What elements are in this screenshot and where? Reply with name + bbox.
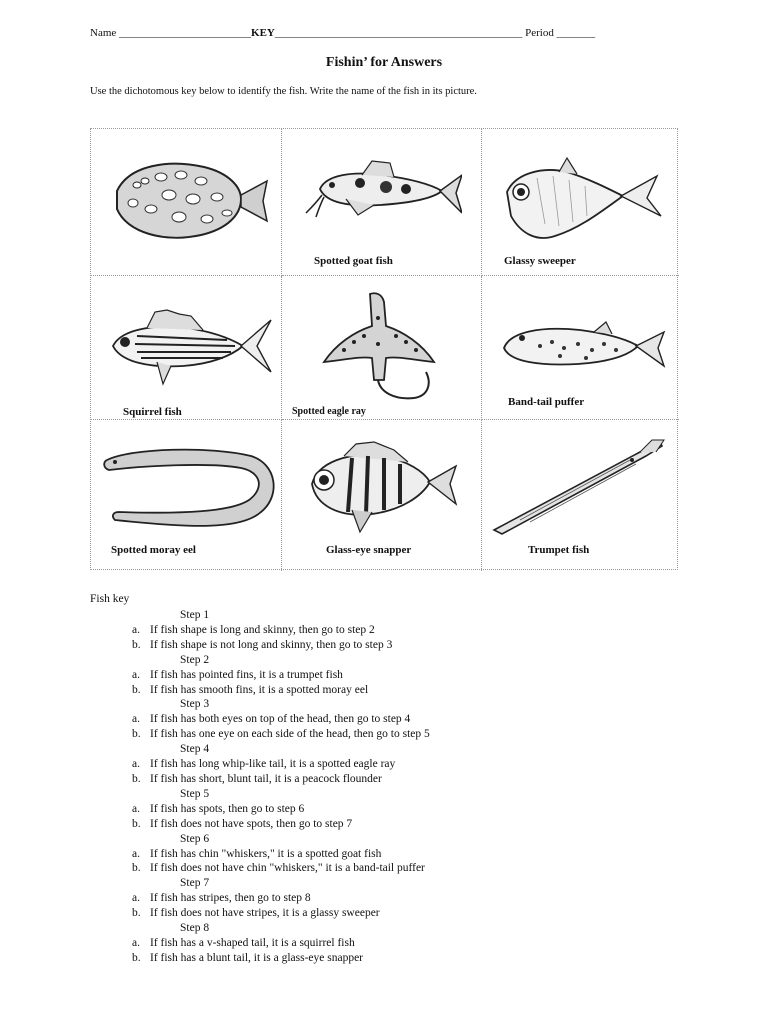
period-blank[interactable]: _______ [556, 27, 596, 39]
worksheet-header [90, 27, 610, 39]
step-title: Step 8 [180, 922, 210, 935]
key-step [132, 697, 430, 742]
option-letter: a. [132, 847, 140, 860]
cell-spotted-eagle-ray [282, 276, 482, 420]
name-blank-right[interactable]: _____________________________________________ [274, 27, 523, 39]
option-letter: a. [132, 713, 140, 726]
option-letter: b. [132, 728, 141, 741]
key-step [132, 921, 430, 966]
fish-key-heading: Fish key [90, 593, 130, 605]
cell-spotted-goat-fish [282, 129, 482, 276]
option-text: If fish does not have stripes, it is a glassy sweeper [150, 907, 380, 920]
option-letter: b. [132, 862, 141, 875]
option-text: If fish has spots, then go to step 6 [150, 802, 305, 815]
glassy-sweeper-illustration [497, 154, 667, 244]
eagle-ray-illustration [304, 288, 464, 408]
name-blank-left[interactable]: ________________________ [119, 27, 252, 39]
step-title: Step 2 [180, 653, 210, 666]
flounder-illustration [109, 151, 269, 251]
label-glass-eye-snapper: Glass-eye snapper [326, 544, 412, 556]
key-step [132, 653, 430, 698]
key-option [132, 817, 430, 832]
option-letter: a. [132, 892, 140, 905]
key-step [132, 787, 430, 832]
key-option [132, 891, 430, 906]
key-step [132, 832, 430, 877]
key-option [132, 906, 430, 921]
cell-trumpet-fish [482, 420, 679, 571]
option-text: If fish shape is long and skinny, then go to step 2 [150, 623, 375, 636]
label-spotted-moray-eel: Spotted moray eel [111, 544, 196, 556]
key-option [132, 951, 430, 966]
option-text: If fish does not have chin "whiskers," it is a band-tail puffer [150, 862, 425, 875]
cell-glassy-sweeper [482, 129, 679, 276]
key-option [132, 683, 430, 698]
key-option [132, 757, 430, 772]
key-option [132, 623, 430, 638]
label-spotted-eagle-ray: Spotted eagle ray [292, 406, 366, 417]
step-title: Step 6 [180, 832, 210, 845]
key-step [132, 876, 430, 921]
cell-peacock-flounder [91, 129, 282, 276]
key-option [132, 802, 430, 817]
option-letter: a. [132, 668, 140, 681]
step-title: Step 5 [180, 787, 210, 800]
fish-key-list [132, 608, 430, 966]
option-text: If fish shape is not long and skinny, then go to step 3 [150, 638, 393, 651]
snapper-illustration [304, 440, 464, 540]
option-text: If fish has short, blunt tail, it is a peacock flounder [150, 772, 382, 785]
option-letter: a. [132, 802, 140, 815]
cell-band-tail-puffer [482, 276, 679, 420]
squirrel-fish-illustration [107, 306, 277, 391]
option-text: If fish has a v-shaped tail, it is a squirrel fish [150, 936, 355, 949]
option-letter: b. [132, 907, 141, 920]
option-text: If fish has a blunt tail, it is a glass-eye snapper [150, 951, 364, 964]
key-option [132, 638, 430, 653]
key-option [132, 727, 430, 742]
key-step [132, 742, 430, 787]
option-text: If fish has long whip-like tail, it is a spotted eagle ray [150, 758, 396, 771]
period-label: Period [525, 27, 554, 39]
key-option [132, 772, 430, 787]
key-option [132, 936, 430, 951]
cell-spotted-moray-eel [91, 420, 282, 571]
option-text: If fish has both eyes on top of the head, then go to step 4 [150, 713, 411, 726]
label-band-tail-puffer: Band-tail puffer [508, 396, 585, 408]
instructions: Use the dichotomous key below to identify the fish. Write the name of the fish in its picture. [90, 86, 477, 97]
trumpet-fish-illustration [490, 438, 670, 538]
option-text: If fish has one eye on each side of the head, then go to step 5 [150, 728, 430, 741]
step-title: Step 7 [180, 877, 210, 890]
moray-eel-illustration [101, 438, 281, 538]
cell-squirrel-fish [91, 276, 282, 420]
option-letter: b. [132, 638, 141, 651]
goat-fish-illustration [302, 149, 462, 229]
option-letter: a. [132, 758, 140, 771]
option-letter: b. [132, 951, 141, 964]
page-title: Fishin’ for Answers [325, 55, 443, 70]
name-label: Name [90, 27, 117, 39]
option-text: If fish does not have spots, then go to step 7 [150, 817, 353, 830]
label-trumpet-fish: Trumpet fish [528, 544, 590, 556]
label-squirrel-fish: Squirrel fish [123, 406, 182, 418]
option-letter: b. [132, 683, 141, 696]
key-step [132, 608, 430, 653]
key-option [132, 861, 430, 876]
fish-picture-grid [90, 128, 678, 570]
option-letter: a. [132, 936, 140, 949]
option-text: If fish has stripes, then go to step 8 [150, 892, 311, 905]
option-text: If fish has chin "whiskers," it is a spotted goat fish [150, 847, 382, 860]
label-spotted-goat-fish: Spotted goat fish [314, 255, 393, 267]
puffer-illustration [500, 316, 670, 386]
option-text: If fish has pointed fins, it is a trumpet fish [150, 668, 343, 681]
step-title: Step 1 [180, 609, 210, 621]
option-letter: b. [132, 772, 141, 785]
option-text: If fish has smooth fins, it is a spotted moray eel [150, 683, 369, 696]
key-option [132, 712, 430, 727]
step-title: Step 4 [180, 743, 210, 756]
key-option [132, 668, 430, 683]
cell-glass-eye-snapper [282, 420, 482, 571]
option-letter: a. [132, 623, 140, 636]
label-glassy-sweeper: Glassy sweeper [504, 255, 576, 267]
step-title: Step 3 [180, 698, 210, 711]
key-option [132, 847, 430, 862]
option-letter: b. [132, 817, 141, 830]
key-text: KEY [251, 27, 275, 39]
